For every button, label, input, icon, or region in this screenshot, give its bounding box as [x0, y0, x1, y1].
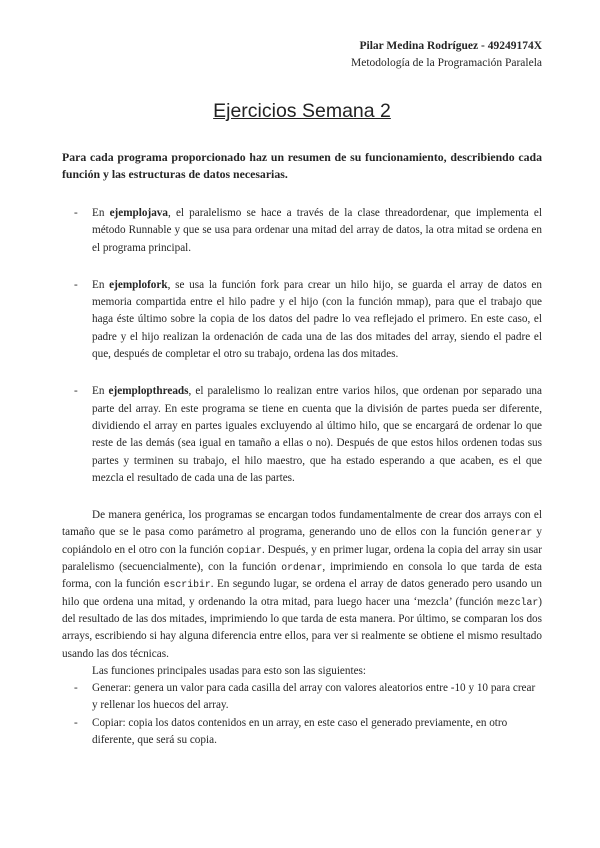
function-item-generar — [74, 680, 542, 715]
course-line: Metodología de la Programación Paralela — [351, 57, 542, 69]
exercise-prompt: Para cada programa proporcionado haz un resumen de su funcionamiento, describiendo cada función y las estructuras de datos necesarias. — [62, 150, 542, 181]
bullet-text: , se usa la función fork para crear un hilo hijo, se guarda el array de datos en memoria compartida entre el hilo padre y el hijo (con la función mmap), para que el trabajo que haga éste último sobre la copia de los datos del padre lo vea reflejado el primero. En este caso, el padre y el hijo realizan la ordenación de cada una de las dos mitades del array, siendo el padre el que, después de completar el otro su trabajo, ordena las dos mitades. — [92, 278, 542, 361]
function-item-copiar — [74, 715, 542, 750]
bullet-dash: - — [74, 278, 78, 291]
function-text: Copiar: copia los datos contenidos en un array, en este caso el generado previamente, en otro diferente, que será su copia. — [92, 716, 508, 747]
program-name: ejemplofork — [109, 278, 168, 291]
page-header — [62, 38, 542, 72]
bullet-text: , el paralelismo se hace a través de la clase threadordenar, que implementa el método Runnable y que se usa para ordenar una mitad del array de datos, la otra mitad se ordena en el programa principal. — [92, 207, 542, 254]
paragraph-text: y copiándolo en el otro con la función — [62, 526, 542, 556]
author-line: Pilar Medina Rodríguez - 49249174X — [359, 40, 542, 52]
document-title: Ejercicios Semana 2 — [213, 100, 391, 122]
bullet-ejemplopthreads — [74, 383, 542, 487]
summary-paragraph — [62, 507, 542, 663]
code-generar: generar — [491, 527, 533, 539]
program-name: ejemplopthreads — [108, 385, 189, 398]
bullet-text: , el paralelismo lo realizan entre varios hilos, que ordenan por separado una parte del array. En este programa se tiene en cuenta que la división de partes pueda ser diferente, dividiendo el array en partes iguales excluyendo al último hilo, que se encargará de ordenar lo que reste de las demás (sea igual en tamaño a ellas o no). Después de que estos hilos ordenen todas sus partes y terminen su trabajo, el hilo maestro, que ha estado esperando a que acaben, es el que mezcla el resultado de cada una de las partes. — [92, 385, 542, 484]
code-ordenar: ordenar — [281, 562, 323, 574]
bullet-prefix: En — [92, 385, 109, 398]
bullet-dash: - — [74, 716, 78, 729]
code-escribir: escribir — [163, 579, 211, 591]
program-name: ejemplojava — [109, 207, 168, 219]
functions-intro: Las funciones principales usadas para esto son las siguientes: — [92, 664, 367, 677]
function-text: Generar: genera un valor para cada casilla del array con valores aleatorios entre -10 y 10 para crear y rellenar los huecos del array. — [92, 682, 536, 712]
bullet-ejemplojava — [74, 205, 542, 257]
bullet-prefix: En — [92, 278, 110, 291]
bullet-dash: - — [74, 385, 78, 398]
bullet-dash: - — [74, 682, 78, 695]
paragraph-text: . Después, y en primer lugar, ordena la copia del array sin usar paralelismo (secuencialmente), con la función — [62, 543, 542, 574]
code-mezclar: mezclar — [497, 596, 539, 608]
bullet-ejemplofork — [74, 277, 542, 363]
paragraph-text: . En segundo lugar, se ordena el array de datos generado pero usando un hilo que ordena una mitad, y ordenando la otra mitad, para luego hacer una ‘mezcla’ (función — [62, 578, 542, 608]
paragraph-text: ) del resultado de las dos mitades, imprimiendo lo que tarda de esta manera. Por último, se comparan los dos arrays, escribiendo si hay alguna diferencia entre ellos, para ver si realmente se obtiene el mismo resultado usando las dos técnicas. — [62, 595, 542, 660]
paragraph-text: , imprimiendo en consola lo que tarda de esta forma, con la función — [62, 561, 542, 591]
code-copiar: copiar — [226, 544, 262, 556]
bullet-prefix: En — [92, 207, 110, 219]
bullet-dash: - — [74, 207, 78, 219]
paragraph-text: De manera genérica, los programas se encargan todos fundamentalmente de crear dos arrays con el tamaño que se le pasa como parámetro al programa, generando uno de ellos con la función — [62, 509, 542, 539]
